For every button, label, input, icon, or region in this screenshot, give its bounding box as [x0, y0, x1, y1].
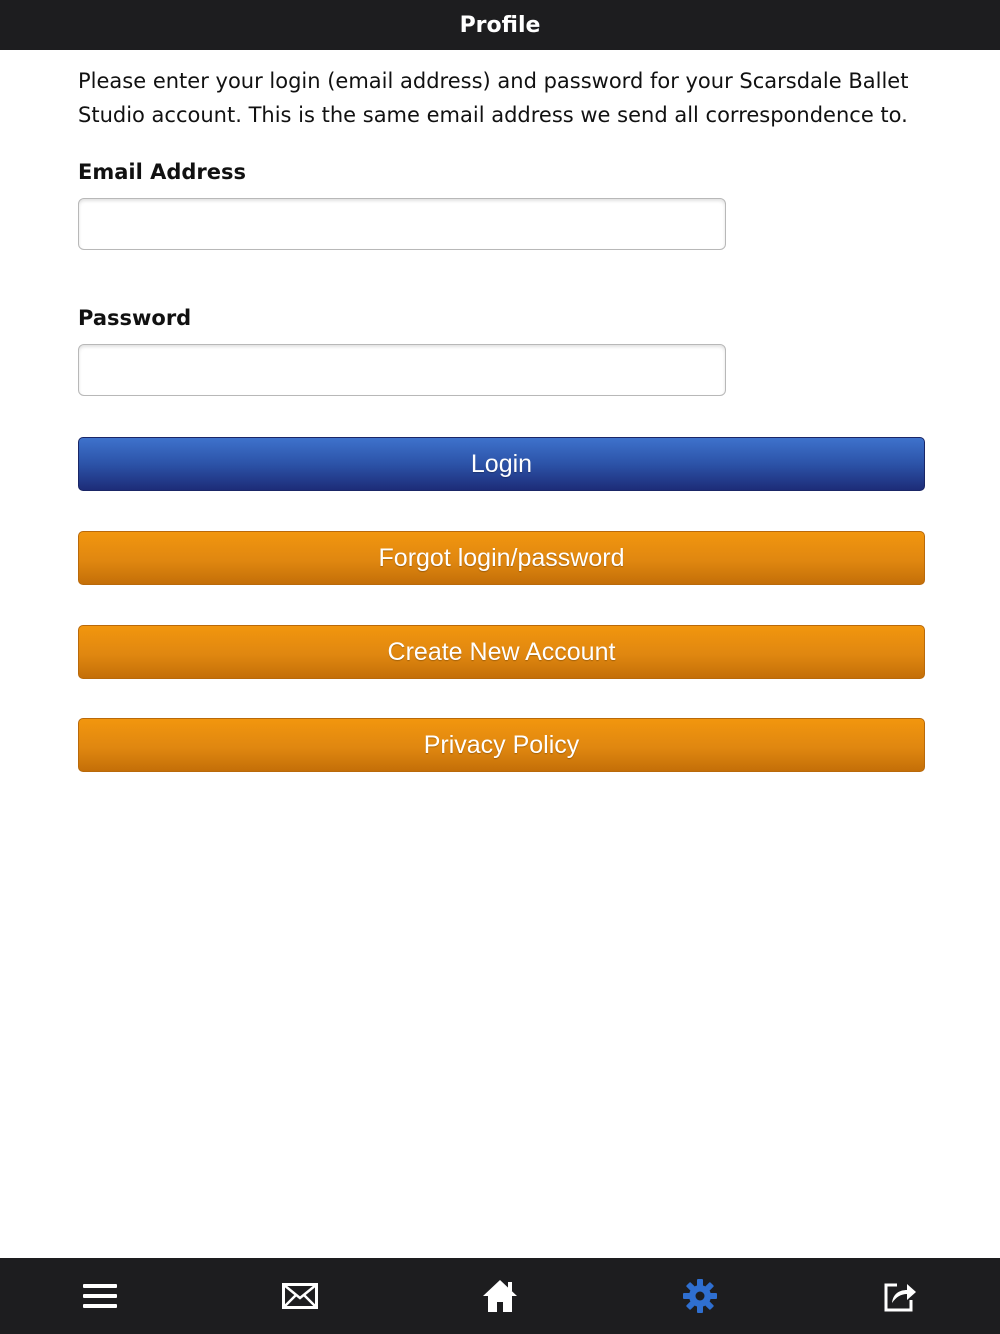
- email-field[interactable]: [78, 198, 726, 250]
- create-account-label: Create New Account: [387, 637, 616, 666]
- login-button[interactable]: [78, 437, 925, 491]
- tab-settings[interactable]: [600, 1258, 800, 1334]
- menu-icon: [83, 1283, 117, 1309]
- password-field[interactable]: [78, 344, 726, 396]
- privacy-policy-label: Privacy Policy: [423, 730, 580, 759]
- tab-home[interactable]: [400, 1258, 600, 1334]
- bottom-tab-bar: [0, 1258, 1000, 1334]
- page-title: Profile: [459, 12, 541, 38]
- title-bar: [0, 0, 1000, 50]
- email-label: Email Address: [78, 160, 247, 184]
- intro-text: Please enter your login (email address) and password for your Scarsdale Ballet Studio account. This is the same email address we send all correspondence to.: [78, 69, 909, 127]
- share-icon: [883, 1279, 917, 1313]
- tab-share[interactable]: [800, 1258, 1000, 1334]
- forgot-password-button[interactable]: [78, 531, 925, 585]
- create-account-button[interactable]: [78, 625, 925, 679]
- privacy-policy-button[interactable]: [78, 718, 925, 772]
- login-button-label: Login: [470, 449, 533, 478]
- tab-menu[interactable]: [0, 1258, 200, 1334]
- password-label: Password: [78, 306, 192, 330]
- gear-icon: [682, 1278, 718, 1314]
- home-icon: [482, 1279, 518, 1313]
- forgot-password-label: Forgot login/password: [378, 543, 625, 572]
- tab-mail[interactable]: [200, 1258, 400, 1334]
- mail-icon: [282, 1283, 318, 1309]
